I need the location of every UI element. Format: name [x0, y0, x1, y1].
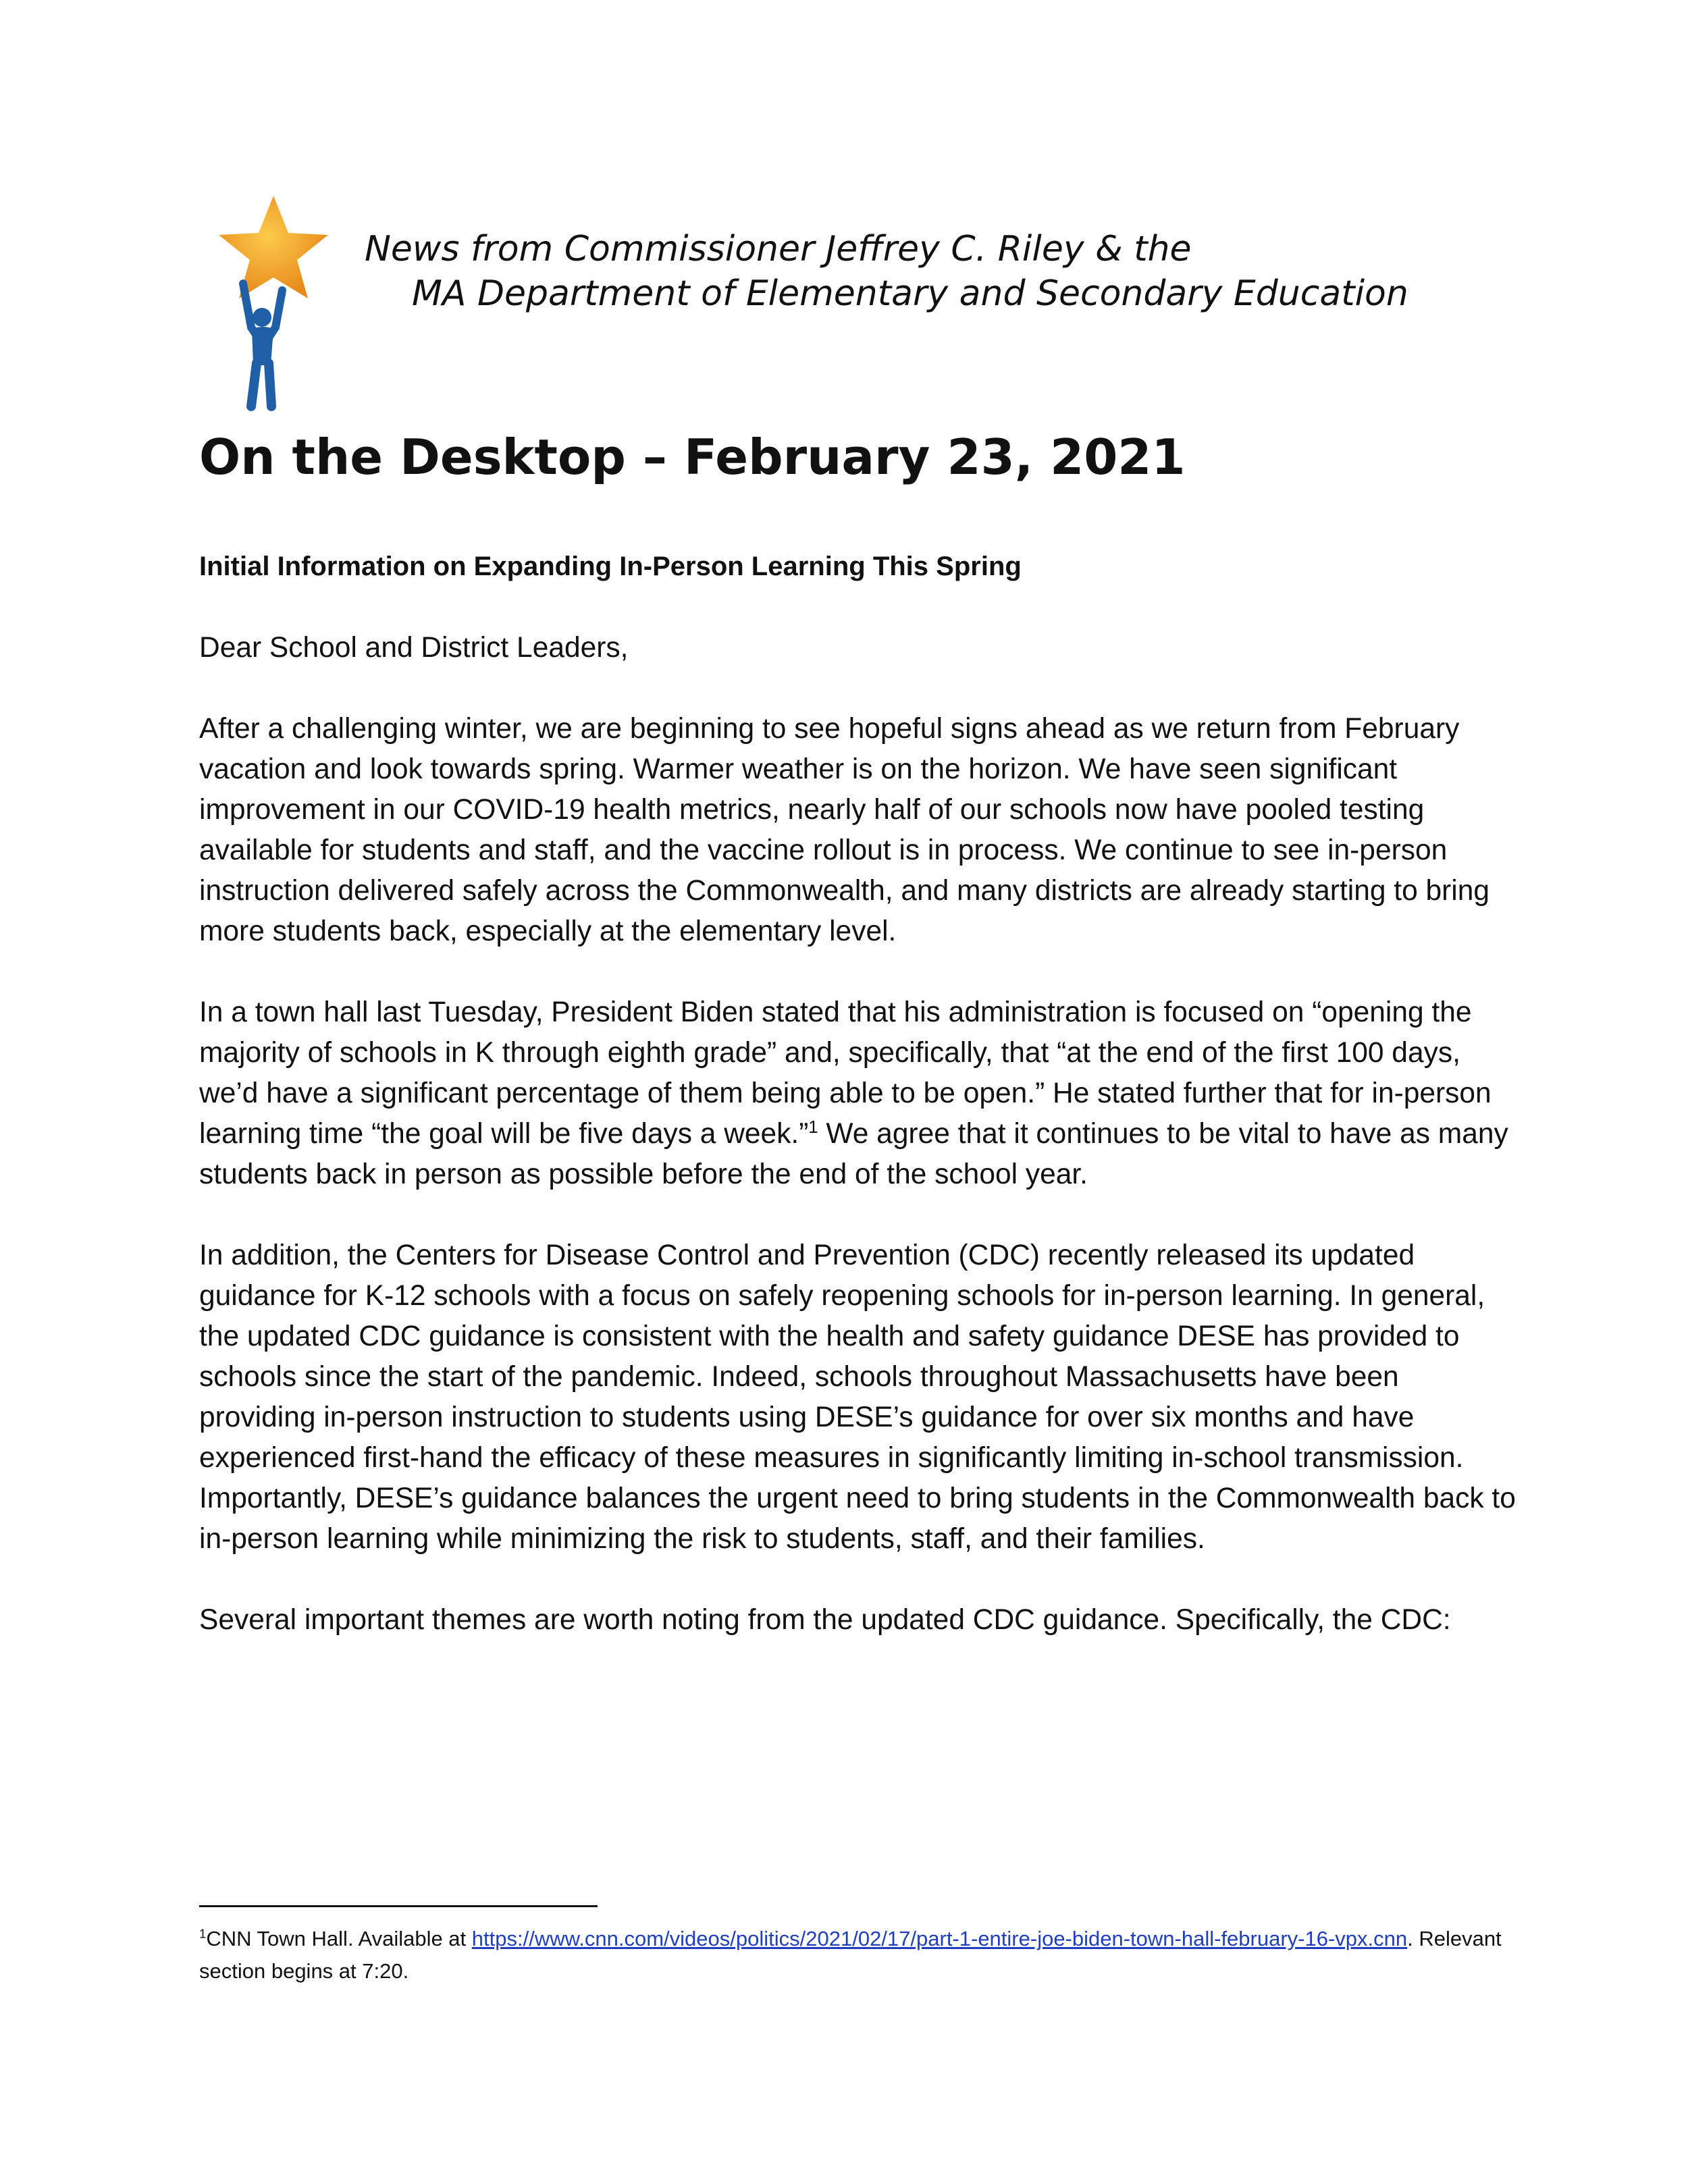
logo-figure — [243, 284, 282, 406]
page-title: On the Desktop – February 23, 2021 — [199, 429, 1186, 485]
masthead-line-2: MA Department of Elementary and Secondary Education — [412, 273, 1408, 314]
footnote-divider — [199, 1905, 598, 1907]
footnote-number: 1 — [199, 1926, 207, 1941]
section-heading: Initial Information on Expanding In-Person Learning This Spring — [199, 552, 1022, 581]
footnote-text-end: . Relevant section begins at 7:20. — [199, 1927, 1502, 1983]
masthead — [365, 227, 1580, 316]
paragraph-2-text-cont: We agree that it continues to be vital to have as many students back in person as possible before the end of the school year. — [199, 1118, 1508, 1190]
footnote-reference[interactable]: 1 — [808, 1117, 818, 1137]
star-figure-logo-icon — [209, 196, 338, 412]
footnote-text: CNN Town Hall. Available at — [206, 1927, 472, 1950]
paragraph-2 — [199, 992, 1523, 1195]
footnote — [199, 1923, 1523, 1988]
paragraph-2-text: In a town hall last Tuesday, President Biden stated that his administration is focused on “opening the majority of schools in K through eighth grade” and, specifically, that “at the end of the first 100 days, we’d have a significant percentage of them being able to be open.” He stated further that for in-person learning time “the goal will be five days a week.” — [199, 996, 1492, 1150]
letter-body — [199, 628, 1523, 1681]
salutation: Dear School and District Leaders, — [199, 632, 629, 664]
paragraph-4: Several important themes are worth noting from the updated CDC guidance. Specifically, the CDC: — [199, 1604, 1451, 1636]
paragraph-1: After a challenging winter, we are beginning to see hopeful signs ahead as we return from February vacation and look towards spring. Warmer weather is on the horizon. We have seen significant improvement in our COVID-19 health metrics, nearly half of our schools now have pooled testing available for students and staff, and the vaccine rollout is in process. We continue to see in-person instruction delivered safely across the Commonwealth, and many districts are already starting to bring more students back, especially at the elementary level. — [199, 713, 1490, 947]
masthead-line-1: News from Commissioner Jeffrey C. Riley & the — [365, 229, 1192, 269]
footnote-link[interactable]: https://www.cnn.com/videos/politics/2021/02/17/part-1-entire-joe-biden-town-hall-february-16-vpx.cnn — [471, 1927, 1408, 1950]
logo-star — [219, 196, 328, 298]
paragraph-3: In addition, the Centers for Disease Control and Prevention (CDC) recently released its updated guidance for K-12 schools with a focus on safely reopening schools for in-person learning. In general, the updated CDC guidance is consistent with the health and safety guidance DESE has provided to schools since the start of the pandemic. Indeed, schools throughout Massachusetts have been providing in-person instruction to students using DESE’s guidance for over six months and have experienced first-hand the efficacy of these measures in significantly limiting in-school transmission. Importantly, DESE’s guidance balances the urgent need to bring students in the Commonwealth back to in-person learning while minimizing the risk to students, staff, and their families. — [199, 1240, 1516, 1555]
